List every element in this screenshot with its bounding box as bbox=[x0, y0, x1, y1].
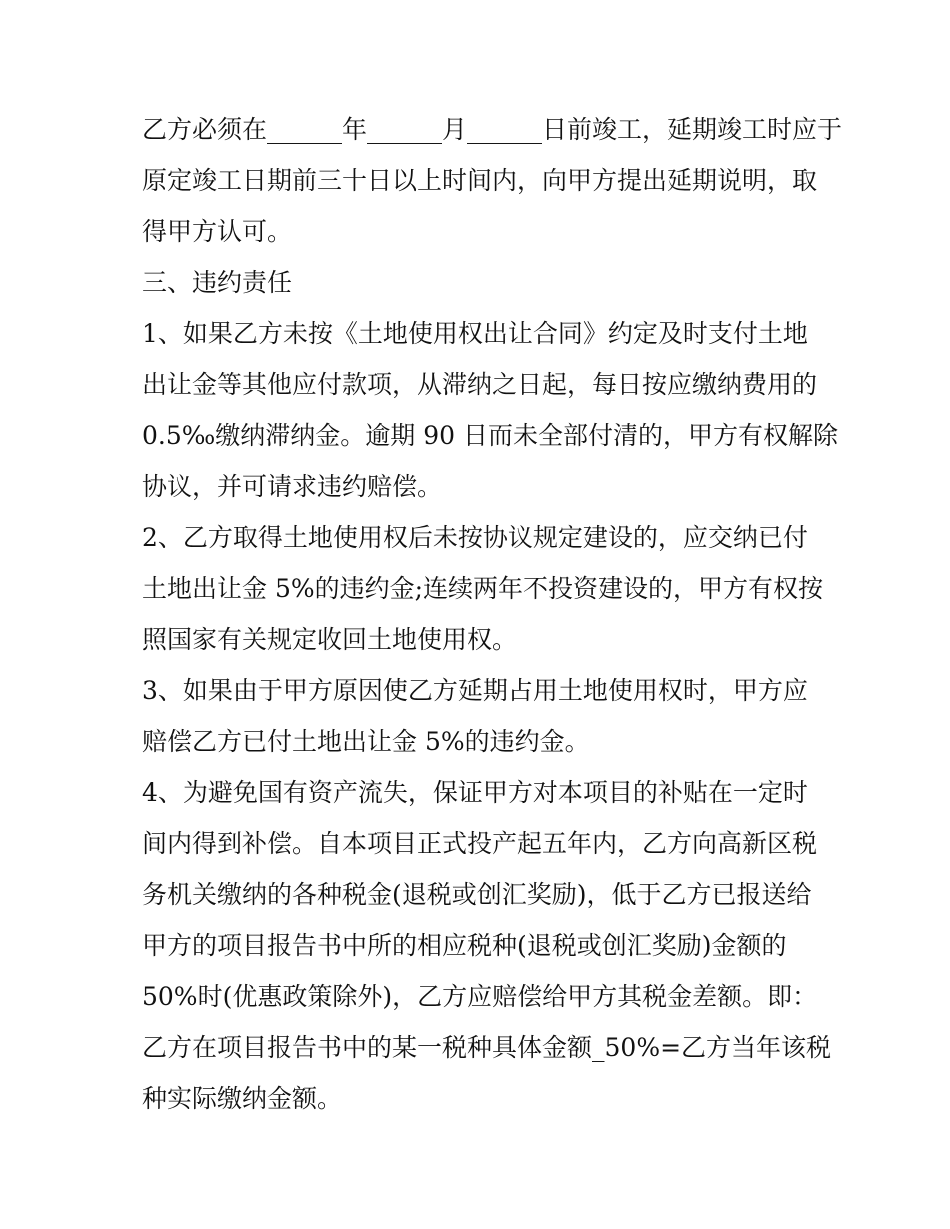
text-line-9: 2、乙方取得土地使用权后未按协议规定建设的，应交纳已付 bbox=[142, 523, 808, 552]
text-line-16: 务机关缴纳的各种税金(退税或创汇奖励)，低于乙方已报送给 bbox=[142, 880, 812, 909]
text-line-5: 1、如果乙方未按《土地使用权出让合同》约定及时支付土地 bbox=[142, 319, 808, 348]
text-line-11: 照国家有关规定收回土地使用权。 bbox=[142, 625, 518, 654]
text-line-14: 4、为避免国有资产流失，保证甲方对本项目的补贴在一定时 bbox=[142, 778, 808, 807]
text-line-2: 原定竣工日期前三十日以上时间内，向甲方提出延期说明，取 bbox=[142, 166, 818, 195]
text-line-19: 乙方在项目报告书中的某一税种具体金额_50%=乙方当年该税 bbox=[142, 1033, 832, 1062]
text-line-8: 协议，并可请求违约赔偿。 bbox=[142, 472, 443, 501]
text-line-15: 间内得到补偿。自本项目正式投产起五年内，乙方向高新区税 bbox=[142, 829, 818, 858]
section-heading: 三、违约责任 bbox=[142, 268, 293, 297]
text-line-10: 土地出让金 5%的违约金;连续两年不投资建设的，甲方有权按 bbox=[142, 574, 824, 603]
text-line-18: 50%时(优惠政策除外)，乙方应赔偿给甲方其税金差额。即： bbox=[142, 982, 818, 1011]
text-line-13: 赔偿乙方已付土地出让金 5%的违约金。 bbox=[142, 727, 590, 756]
document-page bbox=[142, 104, 843, 1124]
text-line-6: 出让金等其他应付款项，从滞纳之日起，每日按应缴纳费用的 bbox=[142, 370, 818, 399]
text-line-7: 0.5‰缴纳滞纳金。逾期 90 日而未全部付清的，甲方有权解除 bbox=[142, 421, 839, 450]
text-line-12: 3、如果由于甲方原因使乙方延期占用土地使用权时，甲方应 bbox=[142, 676, 808, 705]
text-line-17: 甲方的项目报告书中所的相应税种(退税或创汇奖励)金额的 bbox=[142, 931, 787, 960]
text-line-20: 种实际缴纳金额。 bbox=[142, 1084, 343, 1113]
text-line-3: 得甲方认可。 bbox=[142, 217, 293, 246]
text-line-1: 乙方必须在______年______月______日前竣工，延期竣工时应于 bbox=[142, 115, 843, 144]
